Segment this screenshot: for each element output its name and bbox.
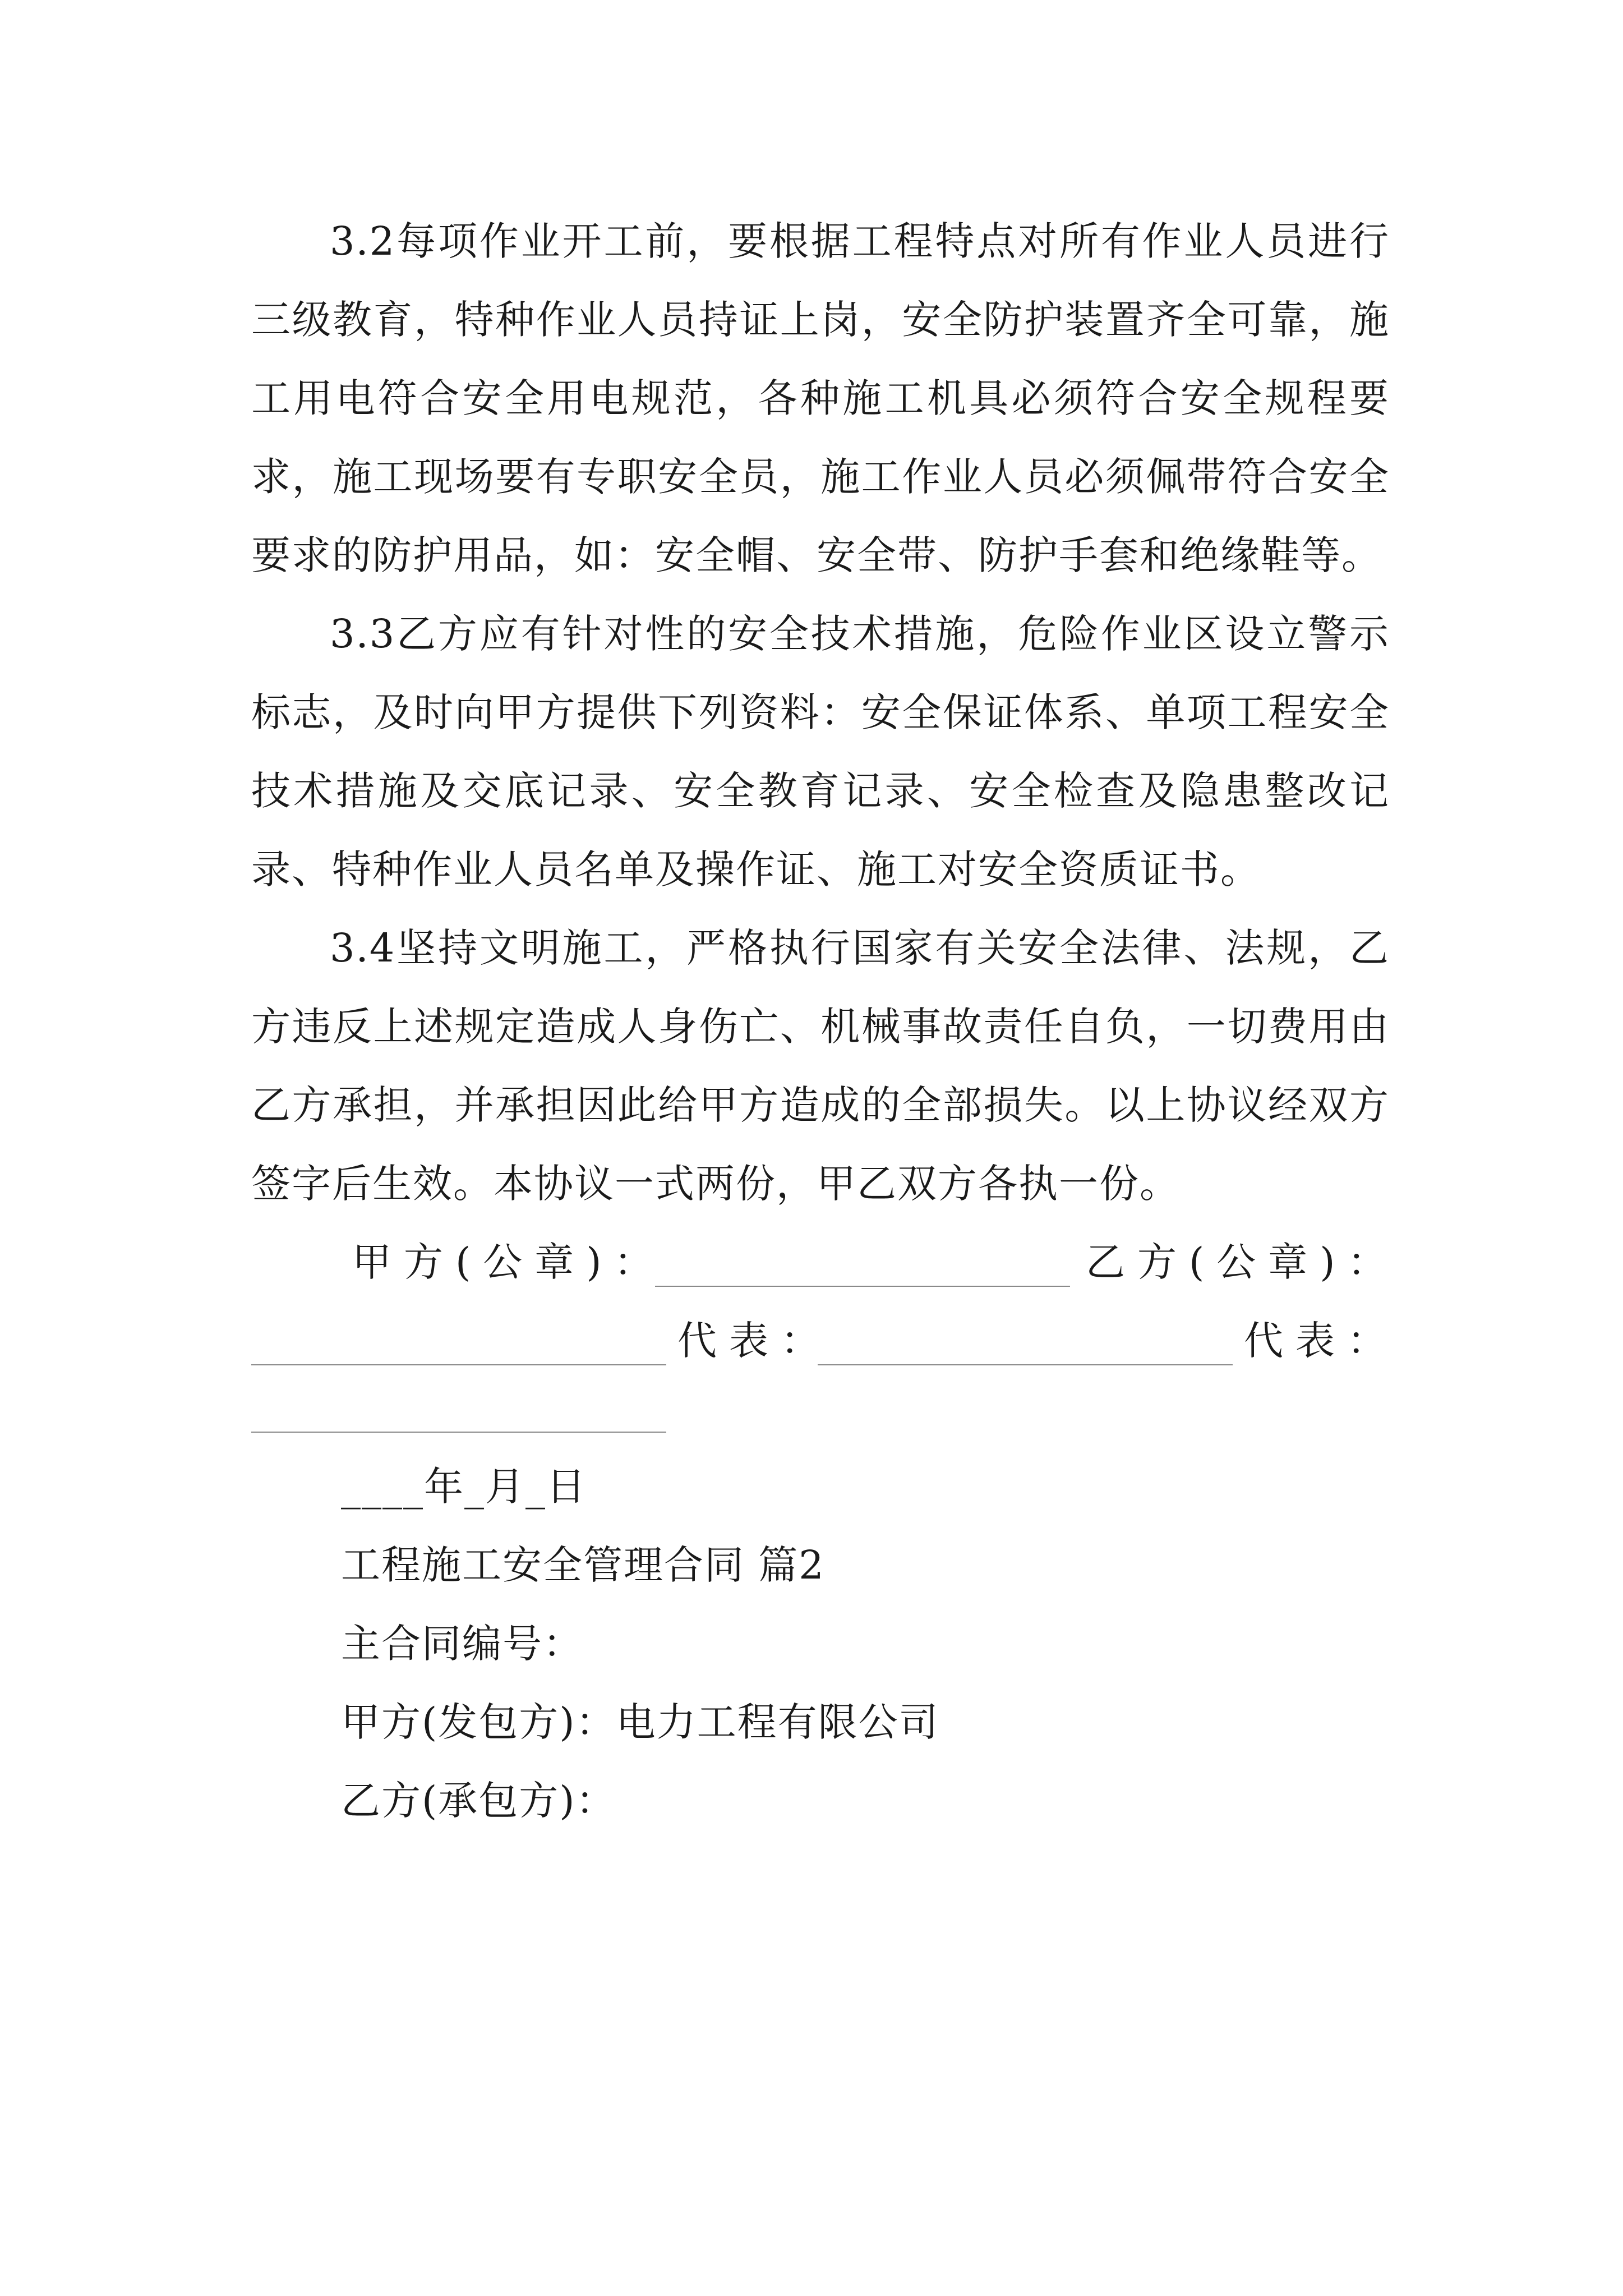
party-b-seal-label: 乙方(公章)： xyxy=(1086,1239,1399,1285)
signature-row-rep-b xyxy=(251,1380,1390,1447)
signature-row-representatives xyxy=(251,1301,1399,1380)
party-b-contractor: 乙方(承包方)： xyxy=(341,1778,616,1824)
rep-label-b: 代表： xyxy=(1244,1318,1399,1364)
party-a-seal-blank xyxy=(655,1286,1070,1287)
party-a-contractor: 甲方(发包方)：电力工程有限公司 xyxy=(341,1699,939,1745)
document-body xyxy=(251,202,1399,1840)
clause-3-3: 3.3乙方应有针对性的安全技术措施，危险作业区设立警示标志，及时向甲方提供下列资料：安全保证体系、单项工程安全技术措施及交底记录、安全教育记录、安全检查及隐患整改记录、特种作业人员名单及操作证、施工对安全资质证书。 xyxy=(251,611,1390,892)
rep-b-blank xyxy=(251,1432,666,1433)
clause-3-4: 3.4坚持文明施工，严格执行国家有关安全法律、法规，乙方违反上述规定造成人身伤亡、机械事故责任自负，一切费用由乙方承担，并承担因此给甲方造成的全部损失。以上协议经双方签字后生效。本协议一式两份，甲乙双方各执一份。 xyxy=(251,925,1390,1207)
section-title: 工程施工安全管理合同 篇2 xyxy=(341,1542,825,1588)
clause-3-2: 3.2每项作业开工前，要根据工程特点对所有作业人员进行三级教育，特种作业人员持证上岗，安全防护装置齐全可靠，施工用电符合安全用电规范，各种施工机具必须符合安全规程要求，施工现场要有专职安全员，施工作业人员必须佩带符合安全要求的防护用品，如：安全帽、安全带、防护手套和绝缘鞋等。 xyxy=(251,218,1390,578)
contract-number: 主合同编号： xyxy=(341,1621,583,1667)
party-b-seal-blank xyxy=(251,1364,666,1365)
rep-a-blank xyxy=(818,1364,1233,1365)
signature-row-seals xyxy=(251,1223,1399,1301)
party-a-seal-label: 甲方(公章)： xyxy=(352,1239,666,1285)
rep-label-a: 代表： xyxy=(677,1318,832,1364)
date-line: ____年_月_日 xyxy=(341,1464,587,1510)
